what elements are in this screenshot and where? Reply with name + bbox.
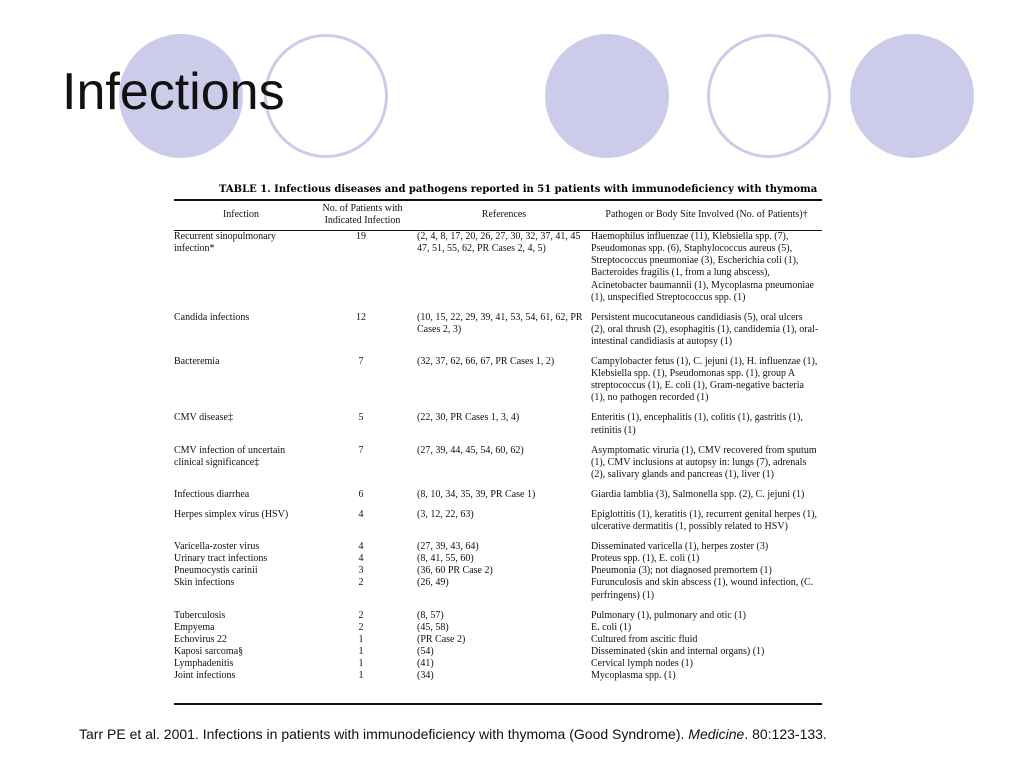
cell-infection: Urinary tract infections <box>174 553 268 565</box>
cell-infection: Tuberculosis <box>174 609 226 621</box>
table-row <box>174 646 822 658</box>
cell-references: (22, 30, PR Cases 1, 3, 4) <box>417 412 520 424</box>
header-infection: Infection <box>222 209 260 221</box>
cell-references: (8, 57) <box>417 609 444 621</box>
table-row <box>174 437 822 481</box>
cell-patient-count: 2 <box>358 621 364 633</box>
cell-infection: Candida infections <box>174 311 250 323</box>
cell-references: (PR Case 2) <box>417 633 466 645</box>
cell-patient-count: 5 <box>358 412 364 424</box>
cell-patient-count: 7 <box>358 444 364 456</box>
citation <box>79 725 979 744</box>
cell-pathogen: Pneumonia (3); not diagnosed premortem (1) <box>591 565 772 577</box>
cell-infection: Recurrent sinopulmonary infection* <box>174 231 276 255</box>
cell-pathogen: Giardia lamblia (3), Salmonella spp. (2), C. jejuni (1) <box>591 488 805 500</box>
cell-references: (54) <box>417 645 434 657</box>
cell-pathogen: Enteritis (1), encephalitis (1), colitis (1), gastritis (1), retinitis (1) <box>591 412 803 436</box>
table-row <box>174 304 822 348</box>
cell-pathogen: Disseminated (skin and internal organs) (1) <box>591 645 765 657</box>
cell-pathogen: Mycoplasma spp. (1) <box>591 670 676 682</box>
citation-journal: Medicine <box>688 726 745 742</box>
cell-references: (26, 49) <box>417 577 449 589</box>
cell-pathogen: Asymptomatic viruria (1), CMV recovered from sputum (1), CMV inclusions at autopsy in: lungs (7), adrenals (2), salivary glands and pancreas (1), liver (1) <box>591 444 817 480</box>
cell-infection: Infectious diarrhea <box>174 488 250 500</box>
cell-references: (10, 15, 22, 29, 39, 41, 53, 54, 61, 62, PR Cases 2, 3) <box>417 311 583 335</box>
cell-patient-count: 6 <box>358 488 364 500</box>
table-row <box>174 231 822 304</box>
cell-references: (45, 58) <box>417 621 449 633</box>
table-row <box>174 553 822 565</box>
decorative-circle-ring-2 <box>707 34 831 158</box>
cell-patient-count: 7 <box>358 356 364 368</box>
table-row <box>174 533 822 553</box>
cell-references: (8, 10, 34, 35, 39, PR Case 1) <box>417 488 536 500</box>
infections-table <box>174 198 822 682</box>
cell-pathogen: Campylobacter fetus (1), C. jejuni (1), H. influenzae (1), Klebsiella spp. (1), Pseudomonas spp. (1), group A streptococcus (1), E. coli (1), Gram-negative bacteria (1), no pathogen recorded (1) <box>591 356 818 404</box>
table-row <box>174 501 822 533</box>
cell-patient-count: 3 <box>358 565 364 577</box>
cell-infection: Pneumocystis carinii <box>174 565 258 577</box>
cell-infection: Echovirus 22 <box>174 633 228 645</box>
table-body <box>174 231 822 682</box>
decorative-circle-filled-2 <box>545 34 669 158</box>
cell-patient-count: 19 <box>356 231 366 243</box>
header-patient-count: No. of Patients with Indicated Infection <box>322 203 403 227</box>
cell-references: (34) <box>417 670 434 682</box>
cell-infection: Herpes simplex virus (HSV) <box>174 508 289 520</box>
header-pathogen: Pathogen or Body Site Involved (No. of Patients)† <box>605 209 808 221</box>
table-header-row <box>174 198 822 231</box>
slide-title: Infections <box>62 63 285 121</box>
table-row <box>174 565 822 577</box>
cell-pathogen: Haemophilus influenzae (11), Klebsiella spp. (7), Pseudomonas spp. (6), Staphylococcus aureus (5), Streptococcus pneumoniae (3), Escherichia coli (1), Bacteroides fragilis (1, from a lung abscess), Acinetobacter baumannii (1), Mycoplasma pneumoniae (1), unspecified Streptococcus spp. (1) <box>591 231 814 303</box>
cell-infection: Kaposi sarcoma§ <box>174 645 244 657</box>
cell-infection: Bacteremia <box>174 356 220 368</box>
cell-references: (41) <box>417 658 434 669</box>
cell-infection: Empyema <box>174 621 215 633</box>
cell-pathogen: Persistent mucocutaneous candidiasis (5), oral ulcers (2), oral thrush (2), esophagitis (1), candidemia (1), oral-intestinal candidiasis at autopsy (1) <box>591 311 819 347</box>
cell-infection: CMV infection of uncertain clinical significance‡ <box>174 444 286 468</box>
cell-pathogen: Furunculosis and skin abscess (1), wound infection, (C. perfringens) (1) <box>591 577 814 601</box>
cell-pathogen: Proteus spp. (1), E. coli (1) <box>591 553 700 565</box>
cell-pathogen: Epiglottitis (1), keratitis (1), recurrent genital herpes (1), ulcerative dermatitis (1, possibly related to HSV) <box>591 508 818 533</box>
cell-references: (2, 4, 8, 17, 20, 26, 27, 30, 32, 37, 41, 45 47, 51, 55, 62, PR Cases 2, 4, 5) <box>417 231 581 255</box>
cell-patient-count: 1 <box>358 633 364 645</box>
decorative-circle-filled-3 <box>850 34 974 158</box>
cell-patient-count: 2 <box>358 609 364 621</box>
table-row <box>174 658 822 670</box>
cell-pathogen: E. coli (1) <box>591 621 632 633</box>
cell-patient-count: 4 <box>358 541 364 553</box>
header-references: References <box>481 209 527 221</box>
table-row <box>174 622 822 634</box>
table-row <box>174 348 822 404</box>
cell-references: (36, 60 PR Case 2) <box>417 565 493 577</box>
cell-patient-count: 12 <box>356 311 366 323</box>
cell-patient-count: 1 <box>358 658 364 669</box>
cell-references: (32, 37, 62, 66, 67, PR Cases 1, 2) <box>417 356 555 368</box>
cell-patient-count: 4 <box>358 508 364 520</box>
cell-references: (27, 39, 43, 64) <box>417 541 479 553</box>
cell-patient-count: 2 <box>358 577 364 589</box>
table-row <box>174 481 822 501</box>
cell-infection: Joint infections <box>174 670 236 682</box>
citation-text: Tarr PE et al. 2001. Infections in patients with immunodeficiency with thymoma (Good Syndrome). <box>79 726 689 742</box>
cell-infection: Skin infections <box>174 577 235 589</box>
cell-pathogen: Pulmonary (1), pulmonary and otic (1) <box>591 609 746 621</box>
cell-references: (27, 39, 44, 45, 54, 60, 62) <box>417 444 524 456</box>
cell-patient-count: 4 <box>358 553 364 565</box>
cell-pathogen: Cervical lymph nodes (1) <box>591 658 693 669</box>
table-row <box>174 634 822 646</box>
cell-patient-count: 1 <box>358 645 364 657</box>
cell-infection: Varicella-zoster virus <box>174 541 260 553</box>
table-row <box>174 404 822 436</box>
cell-patient-count: 1 <box>358 670 364 682</box>
cell-pathogen: Disseminated varicella (1), herpes zoster (3) <box>591 541 769 553</box>
cell-infection: Lymphadenitis <box>174 658 234 669</box>
cell-infection: CMV disease‡ <box>174 412 233 424</box>
table-row <box>174 670 822 682</box>
table-row <box>174 602 822 622</box>
cell-references: (3, 12, 22, 63) <box>417 508 474 520</box>
cell-references: (8, 41, 55, 60) <box>417 553 474 565</box>
table-row <box>174 577 822 601</box>
table-bottom-rule <box>174 703 822 705</box>
table-caption: TABLE 1. Infectious diseases and pathogens reported in 51 patients with immunodeficiency with thymoma <box>219 184 818 195</box>
citation-volume: . 80:123-133. <box>744 726 827 742</box>
cell-pathogen: Cultured from ascitic fluid <box>591 633 698 645</box>
